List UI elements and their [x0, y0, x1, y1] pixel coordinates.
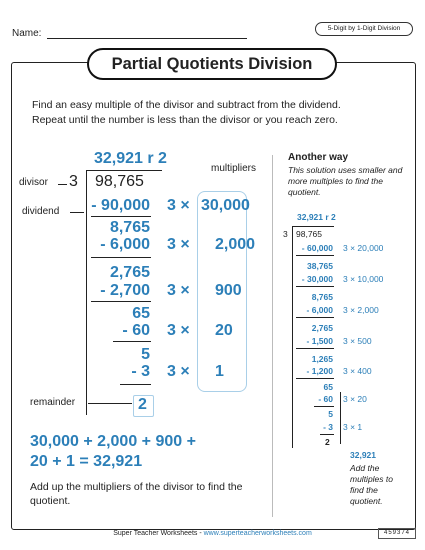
alt-division-top-bar [292, 226, 334, 227]
division-top-bar [86, 170, 162, 171]
alt-mult-5: 3 × 400 [343, 366, 372, 376]
rem-row-3: 2,765 [109, 264, 150, 281]
alt-sub-5: - 1,200 [306, 366, 333, 376]
sum-note: Add up the multipliers of the divisor to find the quotient. [30, 481, 243, 507]
alt-subtract-line [296, 286, 334, 287]
rem-row-2: 8,765 [109, 219, 150, 236]
alt-rem-2: 38,765 [307, 261, 333, 271]
mult-row-5: 3 × [167, 363, 190, 380]
footer-text: Super Teacher Worksheets - [113, 530, 204, 537]
dividend-label: dividend [22, 206, 60, 217]
mult-row-3: 3 × [167, 282, 190, 299]
footer [0, 530, 425, 537]
alt-sub-6: - 60 [318, 394, 333, 404]
sum-line-2: 20 + 1 = 32,921 [30, 453, 143, 470]
mult-row-2: 3 × [167, 236, 190, 253]
main-quotient: 32,921 r 2 [94, 150, 167, 167]
column-divider [272, 155, 273, 517]
page-title: Partial Quotients Division [87, 48, 337, 80]
main-dividend: 98,765 [95, 173, 144, 190]
worksheet-badge: 5-Digit by 1-Digit Division [315, 22, 413, 36]
mult-row-4: 3 × [167, 322, 190, 339]
alt-sub-2: - 30,000 [301, 274, 333, 284]
subtract-line [91, 216, 151, 217]
alt-rem-6: 65 [323, 382, 333, 392]
mult-row-1: 3 × [167, 197, 190, 214]
sub-row-5: - 3 [131, 363, 150, 380]
alt-rem-5: 1,265 [311, 354, 333, 364]
alt-subtract-line [296, 255, 334, 256]
alt-sub-4: - 1,500 [306, 336, 333, 346]
alt-subtract-line [296, 348, 334, 349]
alt-answer-note: Add the multiples to find the quotient. [350, 463, 393, 506]
alt-quotient: 32,921 r 2 [297, 212, 336, 222]
alt-remainder: 2 [325, 437, 330, 447]
divisor-label: divisor [19, 177, 48, 188]
alt-subtract-line [296, 317, 334, 318]
rem-row-5: 5 [141, 346, 150, 363]
mult-value-4: 20 [215, 322, 233, 339]
alt-rem-7: 5 [328, 409, 333, 419]
subtract-line [120, 384, 151, 385]
main-remainder: 2 [138, 396, 147, 413]
main-divisor: 3 [69, 173, 78, 190]
alt-answer: 32,921 [350, 450, 376, 460]
alt-mult-7: 3 × 1 [343, 422, 363, 432]
alt-sub-3: - 6,000 [306, 305, 333, 315]
sum-line-1: 30,000 + 2,000 + 900 + [30, 433, 196, 450]
remainder-pointer [88, 403, 132, 404]
another-way-desc: This solution uses smaller and more multiples to find the quotient. [288, 165, 403, 197]
alt-divisor: 3 [283, 229, 288, 239]
mult-value-3: 900 [215, 282, 242, 299]
intro-text: Find an easy multiple of the divisor and subtract from the dividend. Repeat until the number is less than the divisor or you reach zero. [32, 99, 341, 126]
alt-mult-4: 3 × 500 [343, 336, 372, 346]
subtract-line [91, 301, 151, 302]
subtract-line [91, 257, 151, 258]
alt-mult-column-line [340, 392, 341, 444]
remainder-label: remainder [30, 397, 76, 408]
sub-row-2: - 6,000 [100, 236, 150, 253]
sub-row-1: - 90,000 [91, 197, 150, 214]
alt-sub-7: - 3 [323, 422, 333, 432]
multipliers-label: multipliers [211, 163, 257, 174]
divisor-pointer [58, 184, 67, 185]
name-line[interactable] [47, 38, 247, 39]
sub-row-4: - 60 [122, 322, 150, 339]
mult-value-2: 2,000 [215, 236, 256, 253]
mult-value-5: 1 [215, 363, 224, 380]
alt-subtract-line [314, 406, 334, 407]
alt-mult-1: 3 × 20,000 [343, 243, 384, 253]
name-label: Name: [12, 28, 42, 39]
alt-mult-2: 3 × 10,000 [343, 274, 384, 284]
mult-value-1: 30,000 [201, 197, 250, 214]
alt-subtract-line [320, 434, 334, 435]
alt-rem-3: 8,765 [311, 292, 333, 302]
another-way-heading: Another way [288, 152, 349, 163]
alt-sub-1: - 60,000 [301, 243, 333, 253]
alt-subtract-line [296, 378, 334, 379]
alt-mult-6: 3 × 20 [343, 394, 367, 404]
subtract-line [113, 341, 151, 342]
footer-link[interactable]: www.superteacherworksheets.com [203, 530, 312, 537]
sub-row-3: - 2,700 [100, 282, 150, 299]
rem-row-4: 65 [132, 305, 150, 322]
alt-dividend: 98,765 [296, 229, 322, 239]
alt-rem-4: 2,765 [311, 323, 333, 333]
alt-mult-3: 3 × 2,000 [343, 305, 379, 315]
worksheet-code: 459374 [378, 528, 416, 539]
